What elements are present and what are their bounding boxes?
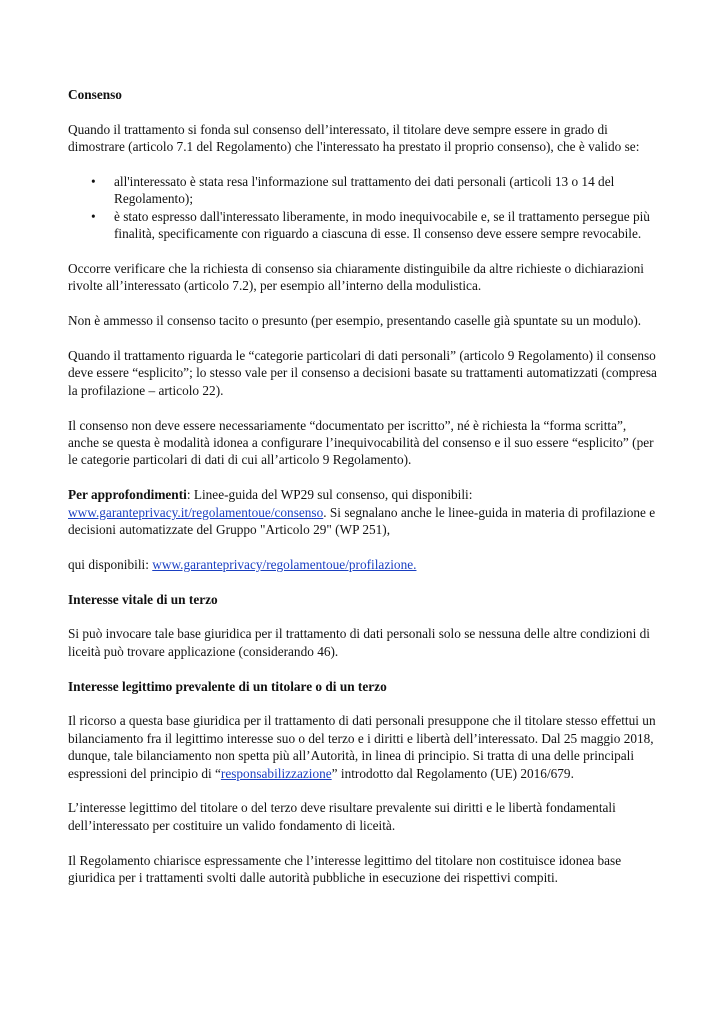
profilazione-paragraph <box>68 556 658 573</box>
interesse-legittimo-paragraph-3: Il Regolamento chiarisce espressamente che l’interesse legittimo del titolare non costituisce idonea base giuridica per i trattamenti svolti dalle autorità pubbliche in esecuzione dei rispettivi compiti. <box>68 852 622 886</box>
section-title-interesse-vitale: Interesse vitale di un terzo <box>68 591 218 607</box>
profilazione-link[interactable]: www.garanteprivacy/regolamentoue/profilazione. <box>152 556 417 572</box>
section-title-consenso: Consenso <box>68 87 122 102</box>
list-item <box>91 173 658 208</box>
bullet-icon: • <box>91 208 96 224</box>
consenso-paragraph-4: Il consenso non deve essere necessariamente “documentato per iscritto”, né è richiesta la “forma scritta”, anche se questa è modalità idonea a configurare l’inequivocabilità del consenso e il suo essere “esplicito” (per le categorie particolari di dati di cui all’articolo 9 Regolamento). <box>68 417 654 468</box>
responsabilizzazione-link[interactable]: responsabilizzazione <box>220 765 332 781</box>
list-item-text: è stato espresso dall'interessato liberamente, in modo inequivocabile e, se il trattamento persegue più finalità, specificamente con riguardo a ciascuna di esse. Il consenso deve essere sempre revocabile. <box>114 208 650 242</box>
approfondimenti-label: Per approfondimenti <box>68 487 187 503</box>
consenso-paragraph-3: Quando il trattamento riguarda le “categorie particolari di dati personali” (articolo 9 Regolamento) il consenso deve essere “esplicito”; lo stesso vale per il consenso a decisioni basate su trattamenti automatizzati (compresa la profilazione – articolo 22). <box>68 348 657 398</box>
list-item-text: all'interessato è stata resa l'informazione sul trattamento dei dati personali (articoli 13 o 14 del Regolamento); <box>114 174 615 207</box>
list-item <box>91 208 658 243</box>
consenso-paragraph-2: Non è ammesso il consenso tacito o presunto (per esempio, presentando caselle già spuntate su un modulo). <box>68 313 642 329</box>
consenso-link[interactable]: www.garanteprivacy.it/regolamentoue/consenso <box>68 504 324 520</box>
consenso-paragraph-1: Occorre verificare che la richiesta di consenso sia chiaramente distinguibile da altre richieste o dichiarazioni rivolte all’interessato (articolo 7.2), per esempio all’interno della modulistica. <box>68 261 644 294</box>
interesse-legittimo-text-a: Il ricorso a questa base giuridica per il trattamento di dati personali presuppone che il titolare stesso effettui un bilanciamento fra il legittimo interesse suo o del terzo e i diritti e libertà dell’interessato. Dal 25 maggio 2018, dunque, tale bilanciamento non spetta più all’Autorità, in linea di principio. Si tratta di una delle principali espressioni del principio di “ <box>68 713 656 781</box>
approfondimenti-text-a: : Linee-guida del WP29 sul consenso, qui disponibili: <box>186 487 473 503</box>
consenso-intro: Quando il trattamento si fonda sul consenso dell’interessato, il titolare deve sempre essere in grado di dimostrare (articolo 7.1 del Regolamento) che l'interessato ha prestato il proprio consenso), che è valido se: <box>68 121 640 155</box>
interesse-legittimo-paragraph-1 <box>68 712 658 782</box>
interesse-legittimo-paragraph-2: L’interesse legittimo del titolare o del terzo deve risultare prevalente sui diritti e le libertà fondamentali dell’interessato per costituire un valido fondamento di liceità. <box>68 800 616 833</box>
interesse-legittimo-text-b: ” introdotto dal Regolamento (UE) 2016/679. <box>331 765 574 781</box>
profilazione-text: qui disponibili: <box>68 556 153 572</box>
section-title-interesse-legittimo: Interesse legittimo prevalente di un titolare o di un terzo <box>68 678 387 694</box>
consenso-bullet-list <box>68 173 658 243</box>
bullet-icon: • <box>91 174 96 189</box>
interesse-vitale-paragraph: Si può invocare tale base giuridica per il trattamento di dati personali solo se nessuna delle altre condizioni di liceità può trovare applicazione (considerando 46). <box>68 626 650 659</box>
document-page <box>68 86 658 886</box>
approfondimenti-paragraph <box>68 486 658 538</box>
approfondimenti-text-b: . Si segnalano anche le linee-guida in materia di profilazione e decisioni automatizzate del Gruppo "Articolo 29" (WP 251), <box>68 504 656 538</box>
